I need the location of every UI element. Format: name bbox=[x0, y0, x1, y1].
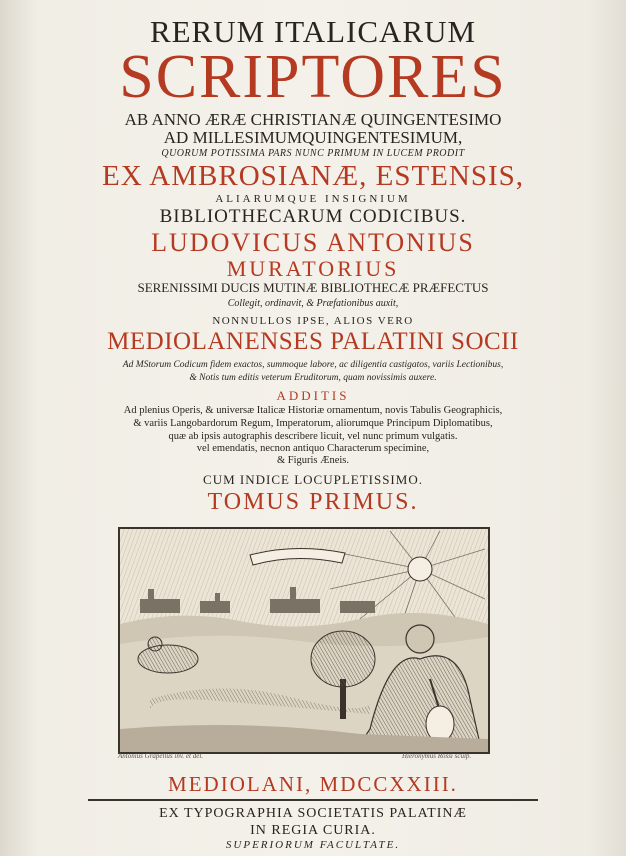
libraries-line: EX AMBROSIANÆ, ESTENSIS, bbox=[102, 160, 524, 192]
socii-line: MEDIOLANENSES PALATINI SOCII bbox=[107, 328, 519, 355]
index-line: CUM INDICE LOCUPLETISSIMO. bbox=[203, 472, 423, 487]
imprint-line-3: SUPERIORUM FACULTATE. bbox=[225, 839, 401, 851]
nonnullos-line: NONNULLOS IPSE, ALIOS VERO bbox=[212, 315, 414, 327]
additis-line-2: & variis Langobardorum Regum, Imperatorum, aliorumque Principum Diplomatibus, bbox=[133, 418, 493, 429]
engraving-illustration-icon bbox=[118, 527, 490, 754]
praefectus-line: SERENISSIMI DUCIS MUTINÆ BIBLIOTHECÆ PRÆFECTUS bbox=[137, 280, 489, 295]
additis-line-1: Ad plenius Operis, & universæ Italicæ Historiæ ornamentum, novis Tabulis Geographicis, bbox=[123, 405, 503, 416]
imprint-line-2: IN REGIA CURIA. bbox=[250, 823, 376, 838]
title-line-rerum: RERUM ITALICARUM bbox=[149, 14, 477, 49]
engraving-credit-left: Antonius Grapellus inv. et del. bbox=[118, 752, 204, 760]
mss-line-1: Ad MStorum Codicum fidem exactos, summoque labore, ac diligentia castigatos, variis Lectionibus, bbox=[122, 360, 504, 370]
subtitle-line-3: QUORUM POTISSIMA PARS NUNC PRIMUM IN LUCEM PRODIT bbox=[161, 148, 465, 159]
aliarumque-line: ALIARUMQUE INSIGNIUM bbox=[215, 193, 411, 205]
divider-rule bbox=[88, 799, 538, 801]
engraving-picture bbox=[120, 529, 488, 752]
subtitle-line-1: AB ANNO ÆRÆ CHRISTIANÆ QUINGENTESIMO bbox=[124, 110, 502, 129]
imprint-line-1: EX TYPOGRAPHIA SOCIETATIS PALATINÆ bbox=[159, 806, 467, 821]
place-date-line: MEDIOLANI, MDCCXXIII. bbox=[168, 772, 458, 796]
engraving-credit-right: Hieronymus Rossi sculp. bbox=[402, 752, 472, 760]
collegit-line: Collegit, ordinavit, & Præfationibus auxit, bbox=[227, 298, 399, 309]
additis-heading: ADDITIS bbox=[276, 388, 350, 403]
additis-line-3: quæ ab ipsis autographis describere licuit, vel nunc primum vulgatis. bbox=[168, 431, 458, 442]
mss-line-2: & Notis tum editis veterum Eruditorum, quam novissimis auxere. bbox=[189, 373, 437, 383]
author-line-1: LUDOVICUS ANTONIUS bbox=[151, 228, 475, 257]
sun-icon bbox=[408, 557, 432, 581]
codicibus-line: BIBLIOTHECARUM CODICIBUS. bbox=[159, 206, 467, 227]
author-line-2: MURATORIUS bbox=[226, 256, 400, 281]
title-line-scriptores: SCRIPTORES bbox=[119, 43, 507, 111]
tomus-line: TOMUS PRIMUS. bbox=[207, 489, 419, 515]
subtitle-line-2: AD MILLESIMUMQUINGENTESIMUM, bbox=[163, 128, 463, 147]
additis-line-5: & Figuris Æneis. bbox=[276, 455, 350, 466]
additis-line-4: vel emendatis, necnon antiquo Characterum specimine, bbox=[196, 443, 430, 454]
